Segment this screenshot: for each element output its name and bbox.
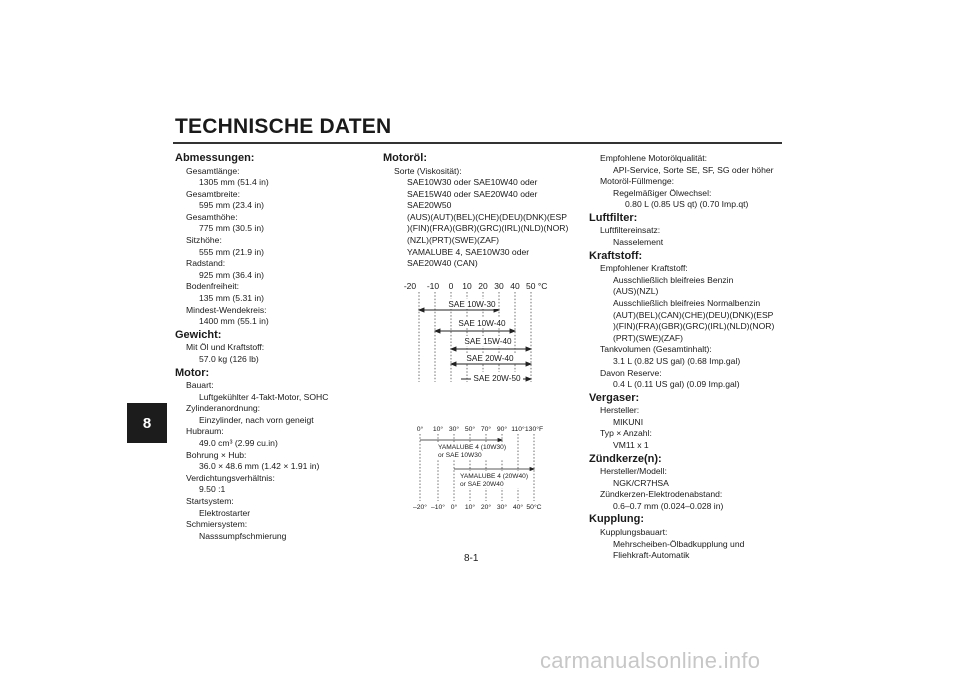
- spec-label: Hubraum:: [186, 426, 224, 437]
- title-divider: [173, 142, 782, 144]
- spec-value: 0.6–0.7 mm (0.024–0.028 in): [613, 500, 724, 511]
- heading-kraftstoff: Kraftstoff:: [589, 249, 643, 262]
- tick-label: 0°: [450, 504, 458, 511]
- spec-label: Bodenfreiheit:: [186, 281, 240, 292]
- spec-value: 1400 mm (55.1 in): [199, 316, 269, 327]
- column-fuel-ignition: [589, 153, 774, 562]
- spec-label: Kupplungsbauart:: [600, 526, 668, 537]
- spec-label: Empfohlener Kraftstoff:: [600, 263, 688, 274]
- spec-label: Bohrung × Hub:: [186, 449, 247, 460]
- spec-value: (NZL)(PRT)(SWE)(ZAF): [407, 235, 499, 246]
- spec-value: Elektrostarter: [199, 507, 251, 518]
- tick-label: 130°F: [524, 426, 544, 433]
- heading-zuendkerze: Zündkerze(n):: [589, 452, 662, 465]
- spec-value: Ausschließlich bleifreies Normalbenzin: [613, 297, 761, 308]
- spec-label: Hersteller:: [600, 405, 640, 416]
- tick-label: 10°: [432, 426, 444, 433]
- spec-label: Sorte (Viskosität):: [394, 165, 462, 176]
- tick-label: –10°: [430, 504, 446, 511]
- spec-value: Luftgekühlter 4-Takt-Motor, SOHC: [199, 391, 329, 402]
- spec-label: Verdichtungsverhältnis:: [186, 472, 275, 483]
- page-title: TECHNISCHE DATEN: [175, 115, 392, 138]
- tick-label: 30°: [496, 504, 508, 511]
- spec-value: 49.0 cm³ (2.99 cu.in): [199, 437, 278, 448]
- tick-label: 0°: [416, 426, 424, 433]
- spec-label: Radstand:: [186, 258, 226, 269]
- spec-value: Ausschließlich bleifreies Benzin: [613, 274, 734, 285]
- heading-motoroel: Motoröl:: [383, 152, 427, 164]
- spec-value: Mehrscheiben-Ölbadkupplung und: [613, 538, 745, 549]
- band-label: SAE 10W-30: [448, 300, 496, 309]
- spec-value: VM11 x 1: [613, 439, 649, 450]
- viscosity-chart: [400, 278, 560, 388]
- tick-label: 110°: [511, 426, 525, 433]
- tick-label: 50°C: [526, 504, 542, 511]
- tick-label: 10°: [464, 504, 476, 511]
- heading-motor: Motor:: [175, 366, 210, 379]
- heading-gewicht: Gewicht:: [175, 328, 222, 341]
- heading-luftfilter: Luftfilter:: [589, 211, 638, 224]
- tick-label: 40°: [512, 504, 524, 511]
- column-motoroel: [383, 151, 568, 270]
- spec-value: Einzylinder, nach vorn geneigt: [199, 414, 314, 425]
- spec-value: 1305 mm (51.4 in): [199, 177, 269, 188]
- spec-label: Empfohlene Motorölqualität:: [600, 153, 708, 163]
- spec-value: 775 mm (30.5 in): [199, 223, 264, 234]
- spec-label: Regelmäßiger Ölwechsel:: [613, 187, 712, 198]
- spec-label: Motoröl-Füllmenge:: [600, 176, 675, 187]
- spec-value: Nasssumpfschmierung: [199, 530, 287, 541]
- tick-label: 20°: [480, 504, 492, 511]
- heading-kupplung: Kupplung:: [589, 513, 644, 526]
- band-label: YAMALUBE 4 (10W30): [438, 444, 507, 451]
- spec-value: Fliehkraft-Automatik: [613, 550, 690, 561]
- spec-value: NGK/CR7HSA: [613, 477, 669, 488]
- spec-label: Hersteller/Modell:: [600, 466, 667, 477]
- spec-value: 3.1 L (0.82 US gal) (0.68 Imp.gal): [613, 355, 741, 366]
- spec-value: 555 mm (21.9 in): [199, 246, 264, 257]
- spec-label: Tankvolumen (Gesamtinhalt):: [600, 344, 712, 355]
- spec-label: Sitzhöhe:: [186, 235, 222, 246]
- spec-value: (AUS)(AUT)(BEL)(CHE)(DEU)(DNK)(ESP: [407, 211, 567, 222]
- spec-value: 0.4 L (0.11 US gal) (0.09 Imp.gal): [613, 379, 740, 390]
- heading-vergaser: Vergaser:: [589, 391, 640, 404]
- watermark: carmanualsonline.info: [540, 648, 761, 673]
- spec-value: YAMALUBE 4, SAE10W30 oder: [407, 246, 530, 257]
- band-label: SAE 10W-40: [458, 319, 506, 328]
- band-label: YAMALUBE 4 (20W40): [460, 473, 529, 480]
- spec-value: 135 mm (5.31 in): [199, 293, 264, 304]
- spec-value: 595 mm (23.4 in): [199, 200, 264, 211]
- spec-value: SAE20W40 (CAN): [407, 258, 478, 269]
- tick-label: 30°: [448, 426, 460, 433]
- spec-label: Davon Reserve:: [600, 367, 662, 378]
- chapter-tab: 8: [127, 403, 167, 443]
- tick-label: 40: [510, 281, 520, 291]
- tick-label: 50°: [464, 426, 476, 433]
- spec-label: Gesamtbreite:: [186, 188, 240, 199]
- spec-value: )(FIN)(FRA)(GBR)(GRC)(IRL)(NLD)(NOR): [613, 321, 775, 332]
- band-label: SAE 20W-40: [466, 354, 514, 363]
- spec-value: SAE15W40 oder SAE20W40 oder: [407, 188, 538, 199]
- spec-value: (PRT)(SWE)(ZAF): [613, 332, 684, 343]
- tick-label: 50 °C: [526, 281, 548, 291]
- tick-label: –20°: [412, 504, 428, 511]
- spec-value: Nasselement: [613, 237, 664, 248]
- band-label: SAE 15W-40: [464, 337, 512, 346]
- spec-label: Startsystem:: [186, 495, 234, 506]
- spec-value: SAE10W30 oder SAE10W40 oder: [407, 177, 538, 188]
- band-label: SAE 20W-50: [473, 374, 521, 383]
- column-dimensions-engine: [175, 151, 328, 542]
- spec-label: Typ × Anzahl:: [600, 428, 652, 439]
- band-label: or SAE 20W40: [460, 481, 504, 488]
- spec-value: SAE20W50: [407, 200, 452, 211]
- heading-abmessungen: Abmessungen:: [175, 152, 255, 164]
- tick-label: 30: [494, 281, 504, 291]
- tick-label: 90°: [496, 426, 508, 433]
- spec-label: Zylinderanordnung:: [186, 403, 261, 414]
- tick-label: 20: [478, 281, 488, 291]
- spec-value: 57.0 kg (126 lb): [199, 353, 259, 364]
- spec-label: Bauart:: [186, 380, 214, 390]
- spec-value: (AUS)(NZL): [613, 286, 659, 297]
- spec-value: )(FIN)(FRA)(GBR)(GRC)(IRL)(NLD)(NOR): [407, 223, 569, 234]
- tick-label: -10: [426, 281, 440, 291]
- spec-value: 925 mm (36.4 in): [199, 269, 264, 280]
- spec-value: 9.50 :1: [199, 484, 226, 495]
- spec-label: Luftfiltereinsatz:: [600, 225, 661, 236]
- spec-value: 0.80 L (0.85 US qt) (0.70 Imp.qt): [625, 199, 749, 210]
- tick-label: 70°: [480, 426, 492, 433]
- spec-value: (AUT)(BEL)(CAN)(CHE)(DEU)(DNK)(ESP: [613, 309, 774, 320]
- spec-value: API-Service, Sorte SE, SF, SG oder höher: [613, 164, 774, 175]
- tick-label: -20: [403, 281, 417, 291]
- spec-label: Schmiersystem:: [186, 519, 248, 530]
- tick-label: 10: [462, 281, 472, 291]
- spec-label: Gesamtlänge:: [186, 165, 240, 176]
- spec-label: Zündkerzen-Elektrodenabstand:: [600, 489, 723, 500]
- spec-label: Gesamthöhe:: [186, 211, 238, 222]
- band-label: or SAE 10W30: [438, 452, 482, 459]
- spec-value: 36.0 × 48.6 mm (1.42 × 1.91 in): [199, 461, 320, 472]
- spec-label: Mindest-Wendekreis:: [186, 304, 267, 315]
- tick-label: 0: [448, 281, 454, 291]
- spec-value: MIKUNI: [613, 416, 644, 427]
- yamalube-chart: [408, 422, 548, 516]
- page-number: 8-1: [464, 553, 479, 564]
- spec-label: Mit Öl und Kraftstoff:: [186, 342, 265, 353]
